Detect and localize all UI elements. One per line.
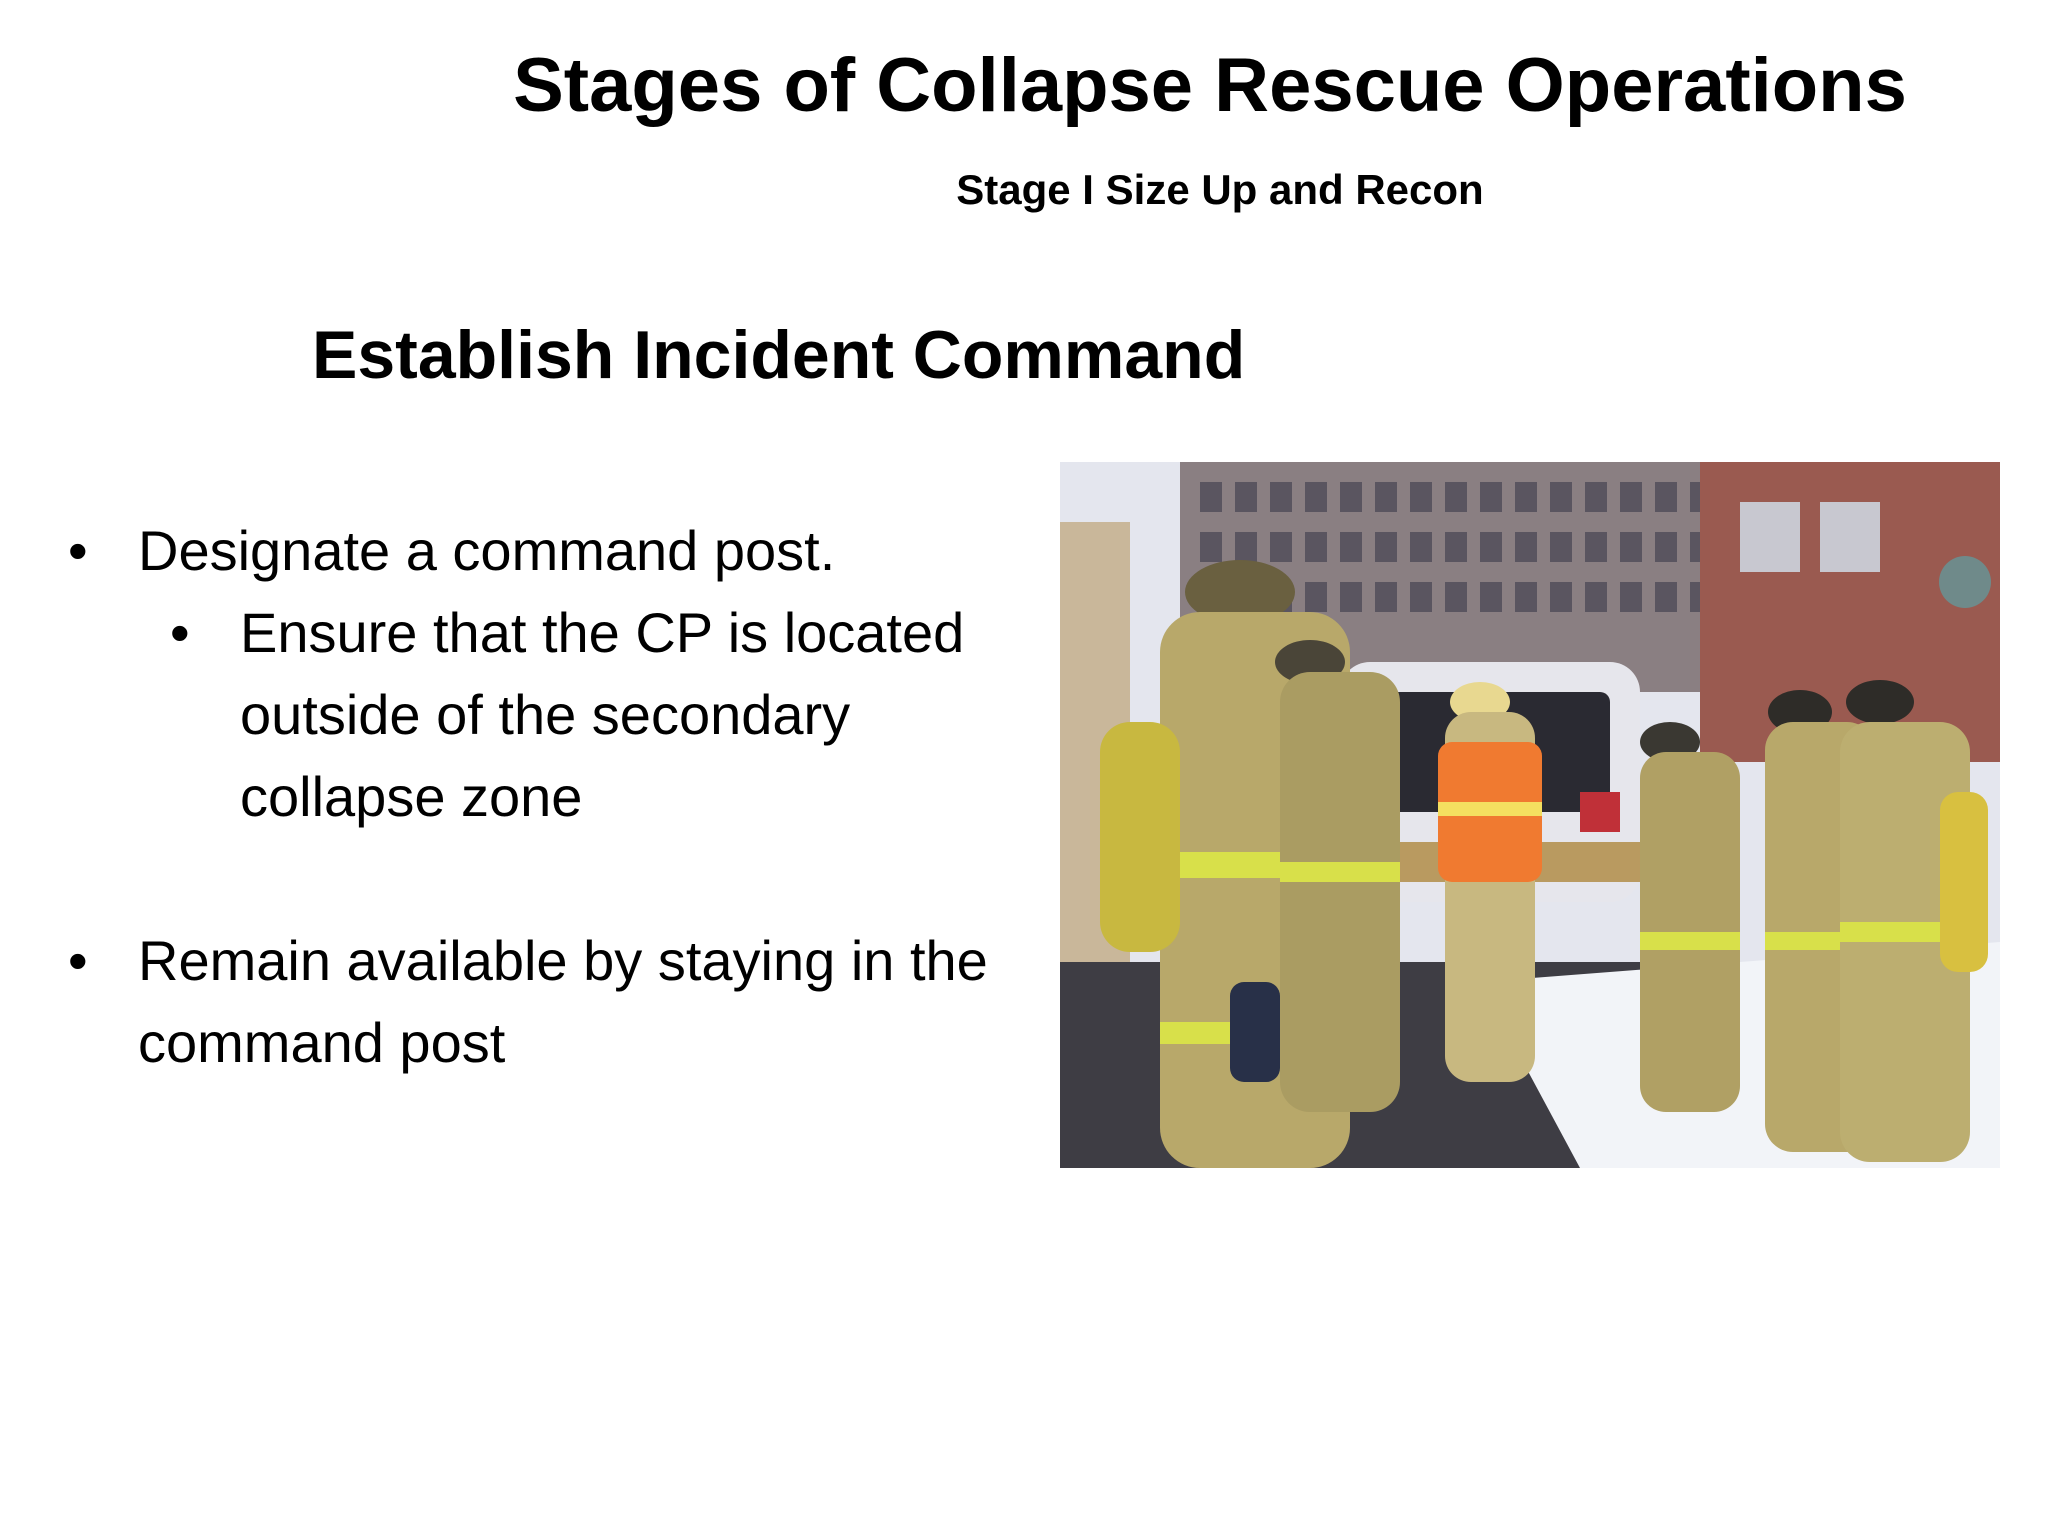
bullet-icon: • <box>170 601 190 664</box>
slide-subtitle: Stage I Size Up and Recon <box>956 166 1484 213</box>
bullet-icon: • <box>68 519 88 582</box>
bullet-text: Ensure that the CP is located outside of the secondary collapse zone <box>240 601 965 828</box>
bullet-text: Remain available by staying in the command post <box>138 929 988 1074</box>
bullet-text: Designate a command post. <box>138 519 836 582</box>
sub-bullet-item-ensure <box>170 592 1028 838</box>
photo-illustration <box>1060 462 2000 1168</box>
bullet-spacer <box>68 838 1028 920</box>
slide-title: Stages of Collapse Rescue Operations <box>513 43 1907 128</box>
bullet-item-remain <box>68 920 1028 1084</box>
firefighters-command-post-photo <box>1060 462 2000 1168</box>
bullet-item-designate <box>68 510 1028 592</box>
bullet-list <box>68 510 1028 1084</box>
section-heading: Establish Incident Command <box>312 317 1246 393</box>
bullet-icon: • <box>68 929 88 992</box>
